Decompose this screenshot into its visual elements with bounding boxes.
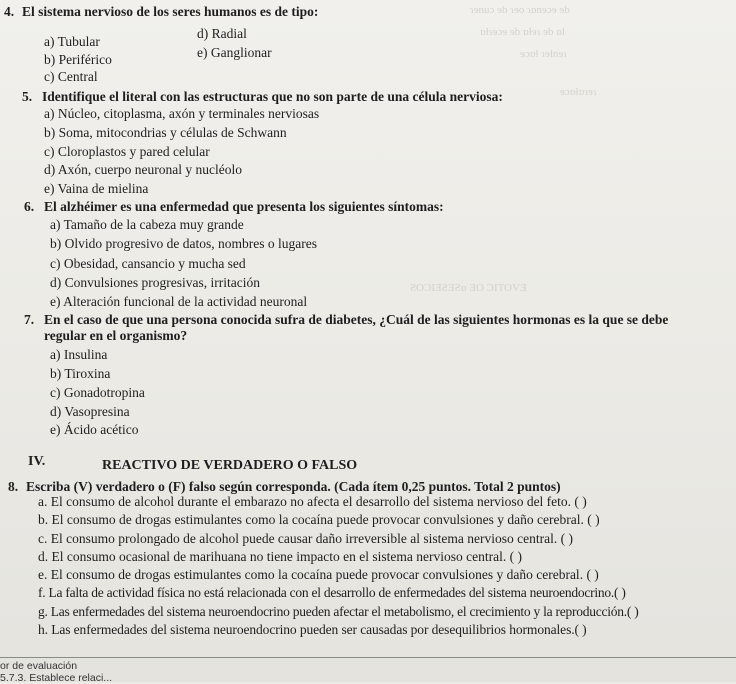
q7-option-d: d) Vasopresina — [50, 404, 130, 419]
question-6-number: 6. — [24, 199, 35, 214]
q8-item-f: f. La falta de actividad física no está relacionada con el desarrollo de enfermedades del sistema neuroendocrino.( ) — [38, 585, 626, 600]
question-7-text-line2: regular en el organismo? — [44, 328, 188, 343]
q6-option-c: c) Obesidad, cansancio y mucha sed — [50, 256, 246, 271]
question-7-text-line1: En el caso de que una persona conocida sufra de diabetes, ¿Cuál de las siguientes hormonas es la que se debe — [44, 312, 669, 327]
q8-item-a: a. El consumo de alcohol durante el embarazo no afecta el desarrollo del sistema nervioso del feto. ( ) — [38, 494, 587, 509]
q6-option-e: e) Alteración funcional de la actividad neuronal — [50, 294, 308, 309]
bleed-through-text: ɘɔɒƚ ɿɘƚnɘɿ — [520, 48, 567, 60]
bleed-through-text: ƧOƆIƎƧƎƧɒ ƎO ƆITOVƎ — [410, 282, 527, 294]
q7-option-c: c) Gonadotropina — [50, 385, 145, 400]
footer-criterion: 5.7.3. Establece relaci... — [0, 672, 113, 684]
question-5-text: Identifique el literal con las estructuras que no son parte de una célula nerviosa: — [42, 89, 503, 104]
question-7-number: 7. — [24, 312, 35, 327]
q4-option-a: a) Tubular — [44, 34, 100, 49]
q6-option-d: d) Convulsiones progresivas, irritación — [50, 275, 260, 290]
q8-item-e: e. El consumo de drogas estimulantes como la cocaína puede provocar convulsiones y daño cerebral. ( ) — [38, 567, 599, 582]
question-8-number: 8. — [8, 479, 19, 494]
q4-option-c: c) Central — [44, 69, 98, 84]
bleed-through-text: ɘɔɒƚɒɿɘɿ — [560, 86, 597, 98]
q5-option-b: b) Soma, mitocondrias y células de Schwann — [44, 125, 287, 140]
q7-option-a: a) Insulina — [50, 347, 108, 362]
section-title: REACTIVO DE VERDADERO O FALSO — [102, 458, 358, 473]
q8-item-d: d. El consumo ocasional de marihuana no tiene impacto en el sistema nervioso central. ( ) — [38, 549, 522, 564]
footer-divider — [0, 657, 736, 658]
q5-option-e: e) Vaina de mielina — [44, 181, 149, 196]
section-roman-numeral: IV. — [28, 454, 46, 469]
question-8-text: Escriba (V) verdadero o (F) falso según corresponda. (Cada ítem 0,25 puntos. Total 2 puntos) — [26, 479, 561, 494]
q8-item-c: c. El consumo prolongado de alcohol puede causar daño irreversible al sistema nervioso central. ( ) — [38, 531, 573, 546]
q4-option-d: d) Radial — [197, 26, 247, 41]
q5-option-c: c) Cloroplastos y pared celular — [44, 144, 210, 159]
bleed-through-text: ɒƚɿɘɔɘ ɘb ɒƚɘɿ ɘb ɒl — [480, 26, 566, 38]
footer-label: or de evaluación — [0, 660, 78, 672]
q8-item-b: b. El consumo de drogas estimulantes como la cocaína puede provocar convulsiones y daño cerebral. ( ) — [38, 512, 600, 527]
q6-option-a: a) Tamaño de la cabeza muy grande — [50, 217, 244, 232]
q7-option-e: e) Ácido acético — [50, 422, 139, 437]
question-4-text: El sistema nervioso de los seres humanos es de tipo: — [22, 4, 319, 19]
question-4-number: 4. — [4, 4, 15, 19]
bleed-through-text: ɿɘnuɔ ɘb ɿɘo ɿɒnɘɔɘ ɘb — [470, 4, 570, 16]
q8-item-g: g. Las enfermedades del sistema neuroendocrino pueden afectar el metabolismo, el crecimiento y la reproducción.( ) — [38, 604, 639, 619]
q4-option-e: e) Ganglionar — [197, 45, 272, 60]
q4-option-b: b) Periférico — [44, 52, 112, 67]
q7-option-b: b) Tiroxina — [50, 366, 111, 381]
question-5-number: 5. — [22, 89, 33, 104]
question-6-text: El alzhéimer es una enfermedad que presenta los siguientes síntomas: — [44, 199, 444, 214]
q6-option-b: b) Olvido progresivo de datos, nombres o lugares — [50, 236, 317, 251]
q8-item-h: h. Las enfermedades del sistema neuroendocrino pueden ser causadas por desequilibrios hormonales.( ) — [38, 622, 587, 637]
q5-option-a: a) Núcleo, citoplasma, axón y terminales nerviosas — [44, 106, 320, 121]
q5-option-d: d) Axón, cuerpo neuronal y nucléolo — [44, 162, 242, 177]
